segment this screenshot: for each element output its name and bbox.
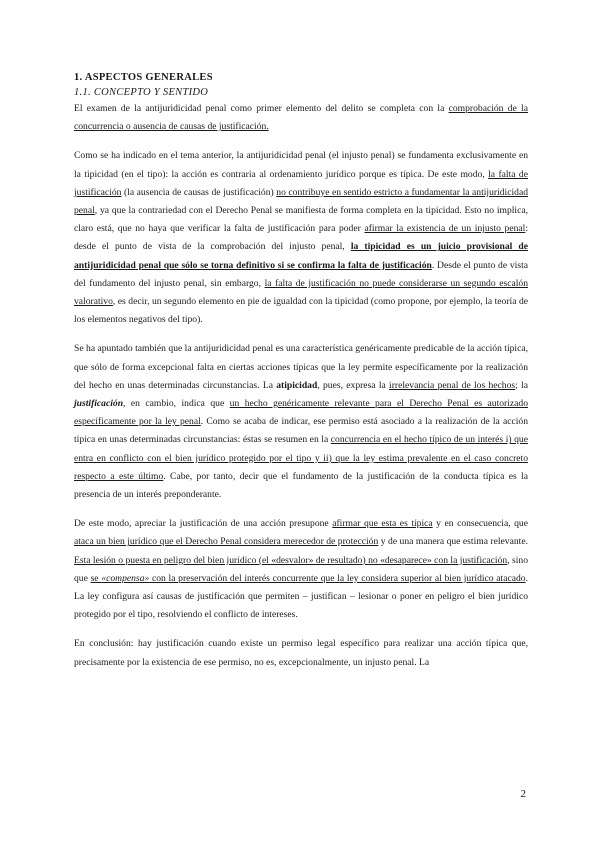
underlined-text: Esta lesión o puesta en peligro del bien jurídico (el «desvalor» de resultado) no «desaparece» con la justificación [74, 554, 508, 566]
text-run: , sino que [74, 554, 528, 584]
text-run: . Como se acaba de indicar, ese permiso está asociado a la realización de la acción típica en unas determinadas circunstancias: éstas se resumen en la [74, 416, 528, 446]
text-run: , pues, expresa la [317, 379, 390, 391]
underlined-text: ataca un bien jurídico que el Derecho Penal considera merecedor de protección [74, 536, 379, 548]
text-run: , ya que la contrariedad con el Derecho Penal se manifiesta de forma completa en la tipicidad. Esto no implica, claro está, que no haya que verificar la falta de justificación para poder [74, 205, 528, 235]
underlined-text: «compensa» [101, 572, 150, 584]
paragraph [74, 147, 528, 329]
paragraph [74, 635, 528, 671]
underlined-text: se [90, 572, 102, 584]
text-run: y en consecuencia, que [432, 518, 528, 530]
section-heading: 1. ASPECTOS GENERALES [74, 72, 213, 83]
text-run: Se ha apuntado también que la antijuridicidad penal es una característica genéricamente predicable de la acción típica, que sólo de forma excepcional falta en ciertas acciones típicas que la ley permite específicamente por la realización del hecho en unas determinadas circunstancias. La [74, 343, 528, 391]
text-run: El examen de la antijuridicidad penal como primer elemento del delito se completa con la [74, 103, 449, 114]
text-run: (la ausencia de causas de justificación) [121, 186, 277, 198]
page-number: 2 [520, 788, 526, 800]
underlined-text: con la preservación del interés concurrente que la ley considera superior al bien jurídico atacado [149, 572, 526, 584]
text-run: De este modo, apreciar la justificación de una acción presupone [74, 518, 333, 530]
underlined-text: concurrencia en el hecho típico de un interés i) que entra en conflicto con el bien jurídico protegido por el tipo y ii) que la ley estima prevalente en el caso concreto respecto a este último [74, 434, 528, 482]
underlined-text: no contribuye en sentido estricto a fundamentar la antijuridicidad penal [74, 186, 528, 217]
body-text [74, 100, 528, 672]
text-run: atipicidad [276, 379, 318, 391]
underlined-text: afirmar que esta es típica [332, 518, 433, 530]
text-run: En conclusión: hay justificación cuando existe un permiso legal específico para realizar una acción típica que, precisamente por la existencia de ese permiso, no es, excepcionalmente, un injusto penal. La [74, 638, 528, 668]
paragraph [74, 515, 528, 624]
document-page [74, 72, 528, 683]
text-run: . Cabe, por tanto, decir que el fundamento de la justificación de la conducta típica es la presencia de un interés preponderante. [74, 470, 528, 501]
text-run: . Desde el punto de vista del fundamento del injusto penal, sin embargo, [74, 259, 528, 289]
text-run: y de una manera que estima relevante. [378, 536, 528, 548]
text-run: ; la [515, 379, 528, 391]
text-run: , en cambio, indica que [123, 398, 230, 410]
underlined-text: irrelevancia penal de los hechos [389, 379, 516, 391]
underlined-text: la tipicidad es un juicio provisional de antijuridicidad penal que sólo se torna definitivo si se confirma la falta de justificación [74, 241, 528, 271]
underlined-text: comprobación de la concurrencia o ausencia de causas de justificación. [74, 103, 528, 133]
text-run: justificación [74, 398, 124, 410]
text-run: , es decir, un segundo elemento en pie de igualdad con la tipicidad (como propone, por ejemplo, la teoría de los elementos negativos del tipo). [74, 296, 528, 326]
text-run: Como se ha indicado en el tema anterior, la antijuridicidad penal (el injusto penal) se fundamenta exclusivamente en la tipicidad (en el tipo): la acción es contraria al ordenamiento jurídico porque es típica. De este modo, [74, 150, 528, 180]
text-run: : desde el punto de vista de la comprobación del injusto penal, [74, 223, 528, 253]
paragraph [74, 100, 528, 136]
paragraph [74, 340, 528, 504]
underlined-text: la falta de justificación no puede considerarse un segundo escalón valorativo [74, 277, 528, 308]
text-run: . La ley configura así causas de justificación que permiten – justifican – lesionar o poner en peligro el bien jurídico protegido por el tipo, resolviendo el conflicto de intereses. [74, 572, 528, 621]
section-subheading: 1.1. CONCEPTO Y SENTIDO [74, 87, 209, 98]
underlined-text: un hecho genéricamente relevante para el Derecho Penal es autorizado específicamente por la ley penal [74, 398, 528, 428]
underlined-text: la falta de justificación [74, 168, 528, 198]
underlined-text: afirmar la existencia de un injusto penal [364, 223, 526, 235]
